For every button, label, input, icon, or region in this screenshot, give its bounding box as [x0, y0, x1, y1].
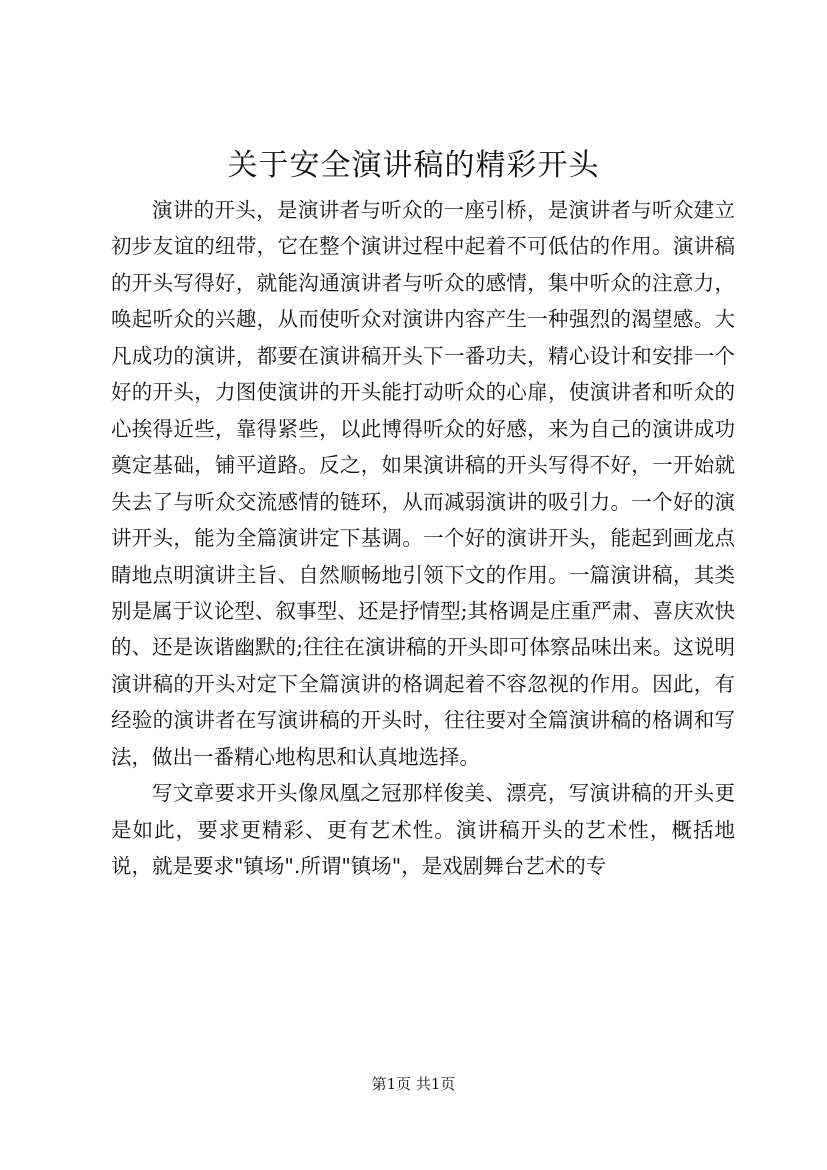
paragraph-2: 写文章要求开头像凤凰之冠那样俊美、漂亮，写演讲稿的开头更是如此，要求更精彩、更有艺术性。演讲稿开头的艺术性，概括地说，就是要求"镇场".所谓"镇场"，是戏剧舞台艺术的专	[111, 781, 735, 879]
document-body	[111, 192, 735, 885]
paragraph-1: 演讲的开头，是演讲者与听众的一座引桥，是演讲者与听众建立初步友谊的纽带，它在整个演讲过程中起着不可低估的作用。演讲稿的开头写得好，就能沟通演讲者与听众的感情，集中听众的注意力，唤起听众的兴趣，从而使听众对演讲内容产生一种强烈的渴望感。大凡成功的演讲，都要在演讲稿开头下一番功夫，精心设计和安排一个好的开头，力图使演讲的开头能打动听众的心扉，使演讲者和听众的心挨得近些，靠得紧些，以此博得听众的好感，来为自己的演讲成功奠定基础，铺平道路。反之，如果演讲稿的开头写得不好，一开始就失去了与听众交流感情的链环，从而减弱演讲的吸引力。一个好的演讲开头，能为全篇演讲定下基调。一个好的演讲开头，能起到画龙点睛地点明演讲主旨、自然顺畅地引领下文的作用。一篇演讲稿，其类别是属于议论型、叙事型、还是抒情型;其格调是庄重严肃、喜庆欢快的、还是诙谐幽默的;往往在演讲稿的开头即可体察品味出来。这说明演讲稿的开头对定下全篇演讲的格调起着不容忽视的作用。因此，有经验的演讲者在写演讲稿的开头时，往往要对全篇演讲稿的格调和写法，做出一番精心地构思和认真地选择。	[111, 198, 735, 769]
page-footer: 第1页 共1页	[371, 1075, 456, 1093]
document-title: 关于安全演讲稿的精彩开头	[227, 148, 600, 183]
